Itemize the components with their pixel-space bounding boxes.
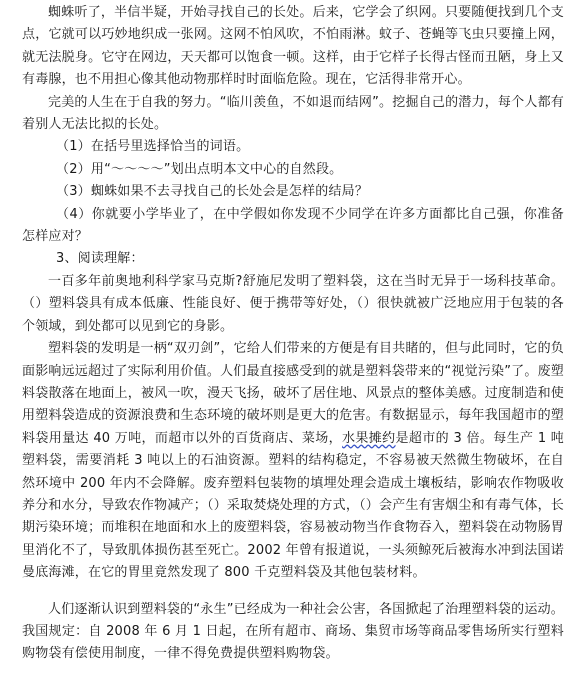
- paragraph-moral: 完美的人生在于自我的努力。“临川羡鱼，不如退而结网”。挖掘自己的潜力，每个人都有着别人无法比拟的长处。: [22, 94, 564, 133]
- question-1: （1）在括号里选择恰当的词语。: [56, 139, 250, 155]
- question-3: （3）蜘蛛如果不去寻找自己的长处会是怎样的结局？: [56, 184, 369, 200]
- wavy-underlined-text: 水果摊约: [342, 430, 396, 446]
- paragraph-plastic-regulation: 人们逐渐认识到塑料袋的“永生”已经成为一种社会公害，各国掀起了治理塑料袋的运动。我国规定：自 2008 年 6 月 1 日起，在所有超市、商场、集贸市场等商品零售场所实行塑料购物袋有偿使用制度，一律不得免费提供塑料购物袋。: [22, 601, 564, 662]
- plastic-harm-text-2: 是超市的 3 倍。每生产 1 吨塑料袋，需要消耗 3 吨以上的石油资源。塑料的结构稳定，不容易被天然微生物破坏，在自然环境中 200 年内不会降解。废弃塑料包装物的填埋处理会造成土壤板结，影响农作物吸收养分和水分，导致农作物减产；（）采取焚烧处理的方式，（）会产生有害烟尘和有毒气体，长期污染环境；而堆积在地面和水上的废塑料袋，容易被动物当作食物吞入，塑料袋在动物肠胃里消化不了，导致肌体损伤甚至死亡。2002 年曾有报道说，一头须鲸死后被海水冲到法国诺曼底海滩，在它的胃里竟然发现了 800 千克塑料袋及其他包装材料。: [22, 430, 564, 581]
- paragraph-plastic-invention: 一百多年前奥地利科学家马克斯?舒施尼发明了塑料袋，这在当时无异于一场科技革命。（）塑料袋具有成本低廉、性能良好、便于携带等好处，（）很快就被广泛地应用于包装的各个领域，到处都可以见到它的身影。: [22, 273, 564, 334]
- question-4: （4）你就要小学毕业了，在中学假如你发现不少同学在许多方面都比自己强，你准备怎样应对？: [22, 206, 564, 245]
- paragraph-spider-story: 蜘蛛听了，半信半疑，开始寻找自己的长处。后来，它学会了织网。只要随便找到几个支点，它就可以巧妙地织成一张网。这网不怕风吹，不怕雨淋。蚊子、苍蝇等飞虫只要撞上网，就无法脱身。它守在网边，天天都可以饱食一顿。这样，由于它样子长得古怪而丑陋，身上又有毒腺，也不用担心像其他动物那样时时面临危险。现在，它活得非常开心。: [22, 5, 564, 88]
- paragraph-plastic-harm: [22, 338, 564, 584]
- question-2: （2）用“～～～～”划出点明本文中心的自然段。: [56, 161, 343, 177]
- section-heading: 3、阅读理解：: [56, 251, 144, 267]
- plastic-harm-text-1: 塑料袋的发明是一柄“双刃剑”，它给人们带来的方便是有目共睹的，但与此同时，它的负面影响远远超过了实际利用价值。人们最直接感受到的就是塑料袋带来的“视觉污染”了。废塑料袋散落在地面上，被风一吹，漫天飞扬，破坏了居住地、风景点的整体美感。过度制造和使用塑料袋造成的资源浪费和生态环境的破坏则是更大的危害。有数据显示，每年我国超市的塑料袋用量达 40 万吨，而超市以外的百货商店、菜场，: [22, 341, 564, 446]
